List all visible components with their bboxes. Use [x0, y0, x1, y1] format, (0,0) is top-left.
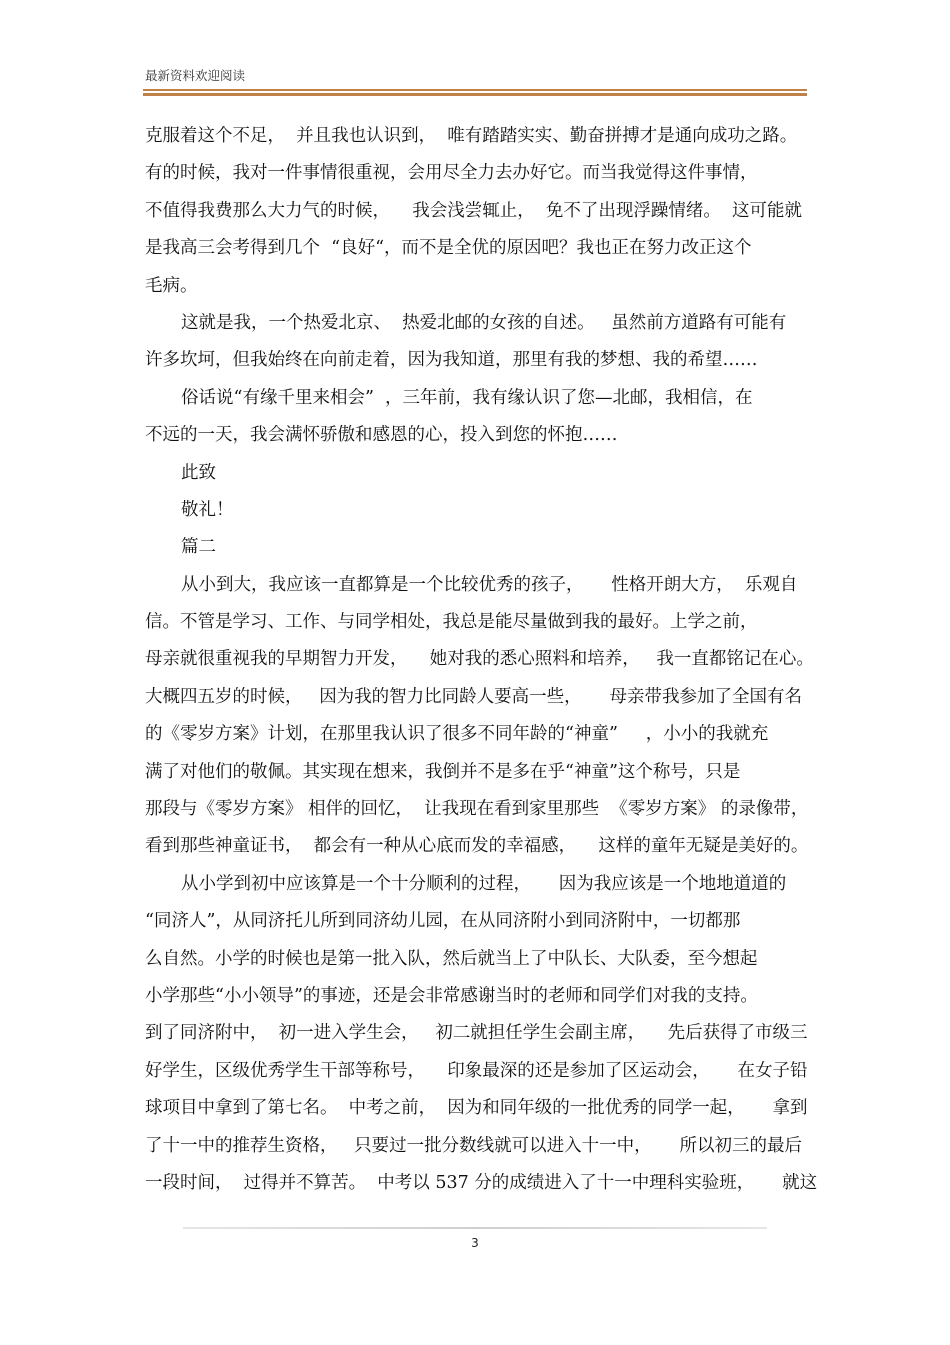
text-line: 不值得我费那么大力气的时候， 我会浅尝辄止， 免不了出现浮躁情绪。 这可能就: [145, 200, 802, 221]
paragraph-first-line: 从小学到初中应该算是一个十分顺利的过程， 因为我应该是一个地地道道的: [181, 873, 787, 894]
text-line: 了十一中的推荐生资格， 只要过一批分数线就可以进入十一中， 所以初三的最后: [145, 1135, 802, 1156]
text-line: 好学生，区级优秀学生干部等称号， 印象最深的还是参加了区运动会， 在女子铅: [145, 1060, 808, 1081]
footer-divider: [183, 1227, 767, 1229]
text-line: “同济人”，从同济托儿所到同济幼儿园，在从同济附小到同济附中，一切都那: [145, 911, 741, 932]
text-line: 母亲就很重视我的早期智力开发， 她对我的悉心照料和培养， 我一直都铭记在心。: [145, 649, 814, 670]
text-line: 毛病。: [145, 275, 198, 296]
text-line: 么自然。小学的时候也是第一批入队，然后就当上了中队长、大队委，至今想起: [145, 948, 758, 969]
text-line: 一段时间， 过得并不算苦。 中考以 537 分的成绩进入了十一中理科实验班， 就这: [145, 1172, 818, 1193]
paragraph-first-line: 从小到大，我应该一直都算是一个比较优秀的孩子， 性格开朗大方， 乐观自: [181, 574, 798, 595]
section-heading: 篇二: [181, 537, 216, 558]
text-line: 信。不管是学习、工作、与同学相处，我总是能尽量做到我的最好。上学之前，: [145, 612, 758, 633]
header-divider: [143, 89, 807, 96]
body-text: [145, 118, 818, 1202]
paragraph-first-line: 俗话说“有缘千里来相会” ，三年前，我有缘认识了您—北邮，我相信，在: [181, 387, 753, 408]
text-line: 球项目中拿到了第七名。 中考之前， 因为和同年级的一批优秀的同学一起， 拿到: [145, 1098, 808, 1119]
paragraph-first-line: 这就是我，一个热爱北京、 热爱北邮的女孩的自述。 虽然前方道路有可能有: [181, 312, 787, 333]
page-number: 3: [471, 1236, 479, 1250]
closing-salutation: 此致: [181, 462, 216, 483]
closing-regards: 敬礼！: [181, 499, 234, 520]
text-line: 小学那些“小小领导”的事迹，还是会非常感谢当时的老师和同学们对我的支持。: [145, 985, 758, 1006]
text-line: 有的时候，我对一件事情很重视，会用尽全力去办好它。而当我觉得这件事情，: [145, 163, 758, 184]
running-header: 最新资料欢迎阅读: [145, 68, 246, 83]
text-line: 许多坎坷，但我始终在向前走着，因为我知道，那里有我的梦想、我的希望……: [145, 350, 758, 371]
text-line: 是我高三会考得到几个 “良好“，而不是全优的原因吧？我也正在努力改正这个: [145, 238, 752, 259]
text-line: 满了对他们的敬佩。其实现在想来，我倒并不是多在乎“神童”这个称号，只是: [145, 761, 741, 782]
text-line: 克服着这个不足， 并且我也认识到， 唯有踏踏实实、勤奋拼搏才是通向成功之路。: [145, 126, 798, 146]
text-line: 到了同济附中， 初一进入学生会， 初二就担任学生会副主席， 先后获得了市级三: [145, 1023, 808, 1044]
text-line: 不远的一天，我会满怀骄傲和感恩的心，投入到您的怀抱……: [145, 425, 618, 446]
text-line: 的《零岁方案》计划，在那里我认识了很多不同年龄的“神童” ，小小的我就充: [145, 724, 769, 745]
text-line: 看到那些神童证书， 都会有一种从心底而发的幸福感， 这样的童年无疑是美好的。: [145, 836, 809, 857]
text-line: 那段与《零岁方案》 相伴的回忆， 让我现在看到家里那些 《零岁方案》 的录像带，: [145, 799, 809, 820]
text-line: 大概四五岁的时候， 因为我的智力比同龄人要高一些， 母亲带我参加了全国有名: [145, 686, 802, 707]
